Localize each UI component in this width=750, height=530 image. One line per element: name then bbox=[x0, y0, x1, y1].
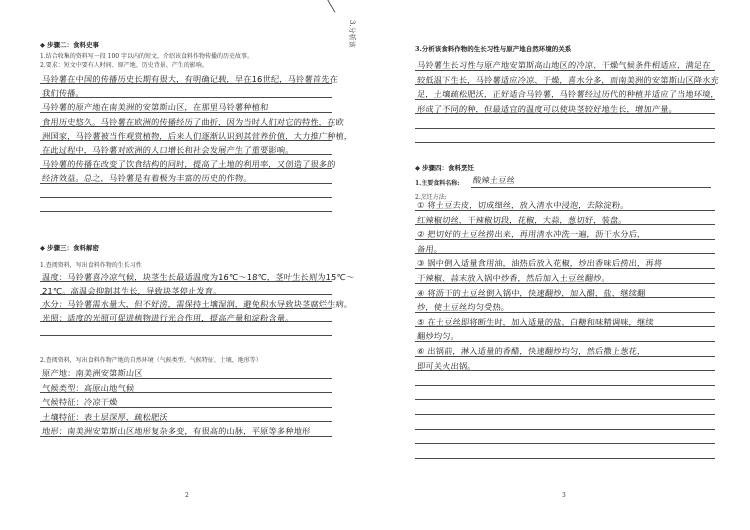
handwritten-answer-line: 马铃薯的传播在改变了饮食结构的同时，提高了土地的利用率，又创造了很多的 bbox=[41, 159, 336, 170]
step2-question-2: 2.要求：短文中要有人时间、原产地、历史背景、产生的影响。 bbox=[40, 62, 208, 69]
step2-question-1: 1.结合收集的资料写一段 100 字以内的短文，介绍该食料作物传播的历史故事。 bbox=[40, 53, 253, 60]
step3-question-1: 1.查阅资料，写出食料作物的生长习性 bbox=[40, 262, 142, 269]
cooking-step-line: ② 把切好的土豆丝捞出来，再用清水冲洗一遍，沥干水分后， bbox=[416, 229, 646, 240]
ruled-line bbox=[415, 399, 715, 400]
ruled-line bbox=[40, 197, 332, 198]
ruled-line bbox=[40, 335, 332, 336]
environment-item: 气候类型：高原山地气候 bbox=[41, 382, 135, 393]
cooking-step-line: 翻炒均匀。 bbox=[416, 331, 460, 342]
cooking-step-line: 备用。 bbox=[416, 243, 443, 254]
ruled-line bbox=[415, 385, 715, 386]
ruled-line bbox=[40, 211, 332, 212]
cooking-method-label: 2.烹饪方法: bbox=[415, 194, 447, 201]
cooking-step-line: 即可关火出锅。 bbox=[416, 360, 477, 371]
cooking-step-line: ③ 锅中倒入适量食用油，油热后放入花椒，炒出香味后捞出，再将 bbox=[416, 258, 663, 269]
dish-name-label: 1.主要食料名称: bbox=[415, 180, 460, 187]
step4-heading: ◆ 步骤四：食料烹饪 bbox=[415, 164, 474, 172]
stray-pen-mark bbox=[327, 0, 336, 13]
diamond-bullet-icon: ◆ bbox=[40, 41, 45, 49]
ruled-line bbox=[415, 443, 715, 444]
environment-item: 原产地：南美洲安第斯山区 bbox=[41, 368, 144, 378]
handwritten-answer-line: 光照：适度的光照可促进植物进行光合作用，提高产量和淀粉含量。 bbox=[41, 312, 295, 323]
handwritten-answer-line: 马铃薯生长习性与原产地安第斯高山地区的冷凉、干燥气候条件相适应，满足在 bbox=[416, 60, 711, 70]
dish-name-value: 酸辣土豆丝 bbox=[472, 175, 516, 185]
right-page bbox=[348, 0, 750, 530]
environment-item: 地形：南美洲安第斯山区地形复杂多变，有很高的山脉，平原等多种地形 bbox=[41, 426, 311, 436]
ruled-line bbox=[415, 429, 715, 430]
handwritten-answer-line: 马铃薯在中国的传播历史长期有很大，有明确记载，早在16世纪，马铃薯首先在 bbox=[41, 74, 339, 84]
ruled-line bbox=[415, 458, 715, 459]
handwritten-answer-line: 21℃。高温会抑制其生长，导致块茎停止发育。 bbox=[41, 285, 222, 296]
cooking-step-line: ④ 将沥干的土豆丝倒入锅中，快速翻炒，加入醋，盐，继续翻 bbox=[416, 287, 646, 298]
handwritten-answer-line: 足，土壤疏松肥沃，正好适合马铃薯，马铃薯经过历代的种植并适应了当地环境， bbox=[416, 89, 720, 99]
step3-heading: ◆ 步骤三：食料解密 bbox=[40, 244, 99, 252]
cooking-step-line: ⑤ 在土豆丝即将断生时，加入适量的盐、白糖和味精调味，继续 bbox=[416, 316, 655, 327]
step2-heading: ◆ 步骤二：食料史事 bbox=[40, 41, 99, 49]
handwritten-answer-line: 经济效益。总之，马铃薯是有着极为丰富的历史的作物。 bbox=[41, 173, 253, 184]
edge-stamp: 3.分析该 bbox=[348, 20, 356, 48]
handwritten-answer-line: 水分：马铃薯需水量大，但不好涝，需保持土壤湿润，避免积水导致块茎腐烂生病。 bbox=[41, 299, 353, 309]
page-number: 2 bbox=[185, 492, 189, 499]
ruled-line bbox=[415, 128, 715, 129]
ruled-line bbox=[415, 142, 715, 143]
cooking-step-line: 红辣椒切丝，干辣椒切段，花椒，大蒜，葱切好，装盘。 bbox=[416, 214, 628, 225]
diamond-bullet-icon: ◆ bbox=[40, 244, 45, 252]
step3-question-3: 3.分析该食料作物的生长习性与原产地自然环境的关系 bbox=[415, 45, 572, 53]
diamond-bullet-icon: ◆ bbox=[415, 164, 420, 172]
page-number: 3 bbox=[562, 492, 566, 499]
ruled-line bbox=[471, 187, 711, 188]
step3-question-2: 2.查阅资料，写出食料作物产地的自然环境（气候类型、气候特征、土壤、地形等） bbox=[40, 357, 262, 364]
handwritten-answer-line: 形成了不同的种，但最适宜的温度可以使块茎较好地生长，增加产量。 bbox=[416, 103, 678, 114]
handwritten-answer-line: 温度：马铃薯喜冷凉气候，块茎生长最适温度为16℃～18℃，茎叶生长则为15℃～ bbox=[41, 272, 355, 282]
handwritten-answer-line: 马铃薯的原产地在南美洲的安第斯山区，在那里马铃薯种植和 bbox=[41, 102, 269, 113]
environment-item: 土壤特征：表土层深厚，疏松肥沃 bbox=[41, 411, 169, 422]
ruled-line bbox=[415, 414, 715, 415]
handwritten-answer-line: 食用历史悠久。马铃薯在欧洲的传播经历了曲折，因为当时人们对它的特性，在欧 bbox=[41, 116, 345, 127]
cooking-step-line: ① 将土豆去皮，切成细丝，放入清水中浸泡，去除淀粉。 bbox=[416, 200, 630, 210]
cooking-step-line: ⑥ 出锅前，淋入适量的香醋，快速翻炒均匀，然后撒上葱花， bbox=[416, 346, 646, 356]
handwritten-answer-line: 我们传播。 bbox=[41, 88, 85, 99]
handwritten-answer-line: 洲国家，马铃薯被当作观赏植物，后来人们逐渐认识到其营养价值，大力推广种植， bbox=[41, 130, 353, 141]
environment-item: 气候特征：冷凉干燥 bbox=[41, 397, 118, 407]
handwritten-answer-line: 较低温下生长，马铃薯适应冷凉、干燥，喜水分多，而南美洲的安第斯山区降水充 bbox=[416, 74, 720, 85]
handwritten-answer-line: 在此过程中，马铃薯对欧洲的人口增长和社会发展产生了重要影响。 bbox=[41, 145, 295, 155]
cooking-step-line: 炒，使土豆丝均匀受热。 bbox=[416, 302, 510, 313]
cooking-step-line: 干辣椒、蒜末放入锅中炒香，然后加入土豆丝翻炒。 bbox=[416, 273, 611, 283]
